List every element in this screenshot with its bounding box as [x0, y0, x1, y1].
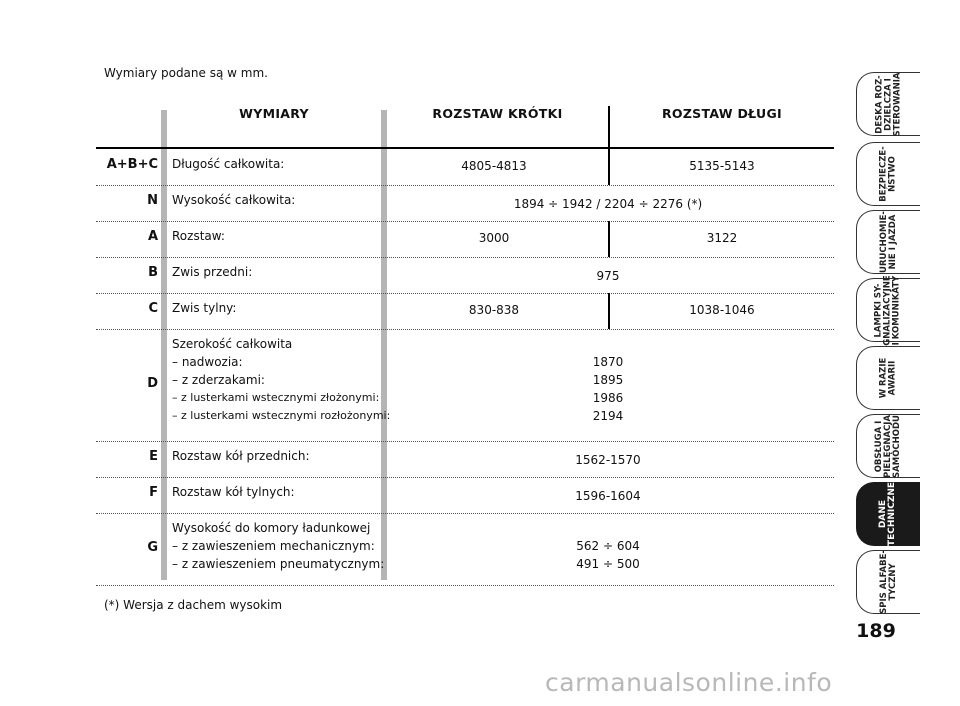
row-letter: G — [147, 540, 158, 555]
row-label-line: – z zderzakami: — [172, 373, 265, 387]
page-number: 189 — [856, 620, 896, 642]
nav-tab[interactable] — [856, 72, 920, 136]
header-dims: WYMIARY — [239, 106, 309, 121]
row-letter: F — [149, 485, 158, 500]
value-long: 3122 — [706, 231, 738, 245]
row-letter: C — [148, 301, 158, 316]
nav-tab[interactable] — [856, 550, 920, 614]
row-label: Rozstaw kół przednich: — [172, 449, 310, 463]
row-letter: B — [148, 265, 158, 280]
nav-tab[interactable] — [856, 482, 920, 546]
nav-tab-label: SPIS ALFABE- TYCZNY — [878, 550, 898, 614]
value-short: 3000 — [478, 231, 510, 245]
value-short: 830-838 — [468, 303, 520, 317]
row-label — [172, 519, 392, 573]
nav-tab-label: DESKA ROZ- DZIELCZA I STEROWANIA — [874, 72, 902, 136]
table-row — [96, 185, 834, 221]
nav-tab[interactable] — [856, 142, 920, 206]
value-shared: 1596-1604 — [575, 489, 641, 503]
value-line: 562 ÷ 604 — [576, 539, 640, 553]
row-label-line: – z lusterkami wstecznymi złożonymi: — [172, 391, 380, 404]
row-divider — [96, 585, 834, 586]
nav-tab[interactable] — [856, 274, 920, 346]
nav-tab-label: BEZPIECZE- ŃSTWO — [878, 146, 898, 202]
table-row — [96, 477, 834, 513]
column-separator — [608, 149, 610, 185]
column-separator — [608, 221, 610, 257]
table-row — [96, 293, 834, 329]
row-label-line: Wysokość do komory ładunkowej — [172, 521, 371, 535]
row-label: Długość całkowita: — [172, 157, 285, 171]
value-line: 1870 — [592, 355, 624, 369]
nav-tab[interactable] — [856, 414, 920, 478]
row-label-line: – nadwozia: — [172, 355, 243, 369]
row-letter: D — [147, 376, 158, 391]
row-letter: A — [147, 229, 158, 244]
nav-tab[interactable] — [856, 346, 920, 410]
row-label-line: – z lusterkami wstecznymi rozłożonymi: — [172, 409, 391, 422]
value-line: 1986 — [592, 391, 624, 405]
header-short: ROZSTAW KRÓTKI — [432, 106, 563, 121]
value-long: 1038-1046 — [689, 303, 755, 317]
header-separator — [608, 106, 610, 148]
value-list — [382, 537, 834, 573]
nav-tab-label: LAMPKI SY- GNALIZACYJNE I KOMUNIKATY — [874, 274, 902, 346]
row-label-line: – z zawieszeniem mechanicznym: — [172, 539, 375, 553]
row-label-line: – z zawieszeniem pneumatycznym: — [172, 557, 385, 571]
value-short: 4805-4813 — [461, 159, 527, 173]
nav-tab-label: URUCHOMIE- NIE I JAZDA — [878, 211, 898, 273]
header-long: ROZSTAW DŁUGI — [661, 106, 783, 121]
value-shared: 1894 ÷ 1942 / 2204 ÷ 2276 (*) — [513, 197, 703, 211]
table-row — [96, 221, 834, 257]
row-letter: A+B+C — [106, 157, 158, 172]
value-long: 5135-5143 — [689, 159, 755, 173]
table-row — [96, 329, 834, 441]
footnote: (*) Wersja z dachem wysokim — [104, 598, 283, 612]
table-row — [96, 441, 834, 477]
intro-text: Wymiary podane są w mm. — [104, 66, 268, 80]
value-line: 2194 — [592, 409, 624, 423]
row-label: Zwis tylny: — [172, 301, 237, 315]
nav-tab[interactable] — [856, 210, 920, 274]
nav-tab-label: DANE TECHNICZNE — [878, 481, 898, 547]
watermark: carmanualsonline.info — [545, 668, 833, 697]
value-list — [382, 353, 834, 425]
row-letter: N — [147, 193, 158, 208]
value-line: 491 ÷ 500 — [576, 557, 640, 571]
row-label: Rozstaw: — [172, 229, 225, 243]
row-label: Zwis przedni: — [172, 265, 253, 279]
row-label-line: Szerokość całkowita — [172, 337, 293, 351]
row-label — [172, 335, 392, 425]
nav-tab-label: OBSŁUGA I PIELĘGNACJA SAMOCHODU — [874, 414, 903, 478]
column-separator — [608, 293, 610, 329]
table-row — [96, 513, 834, 585]
table-row — [96, 257, 834, 293]
value-line: 1895 — [592, 373, 624, 387]
row-label: Rozstaw kół tylnych: — [172, 485, 295, 499]
nav-tab-label: W RAZIE AWARII — [878, 357, 898, 399]
value-shared: 975 — [596, 269, 620, 283]
value-shared: 1562-1570 — [575, 453, 641, 467]
row-label: Wysokość całkowita: — [172, 193, 296, 207]
table-row — [96, 149, 834, 185]
row-letter: E — [149, 449, 158, 464]
